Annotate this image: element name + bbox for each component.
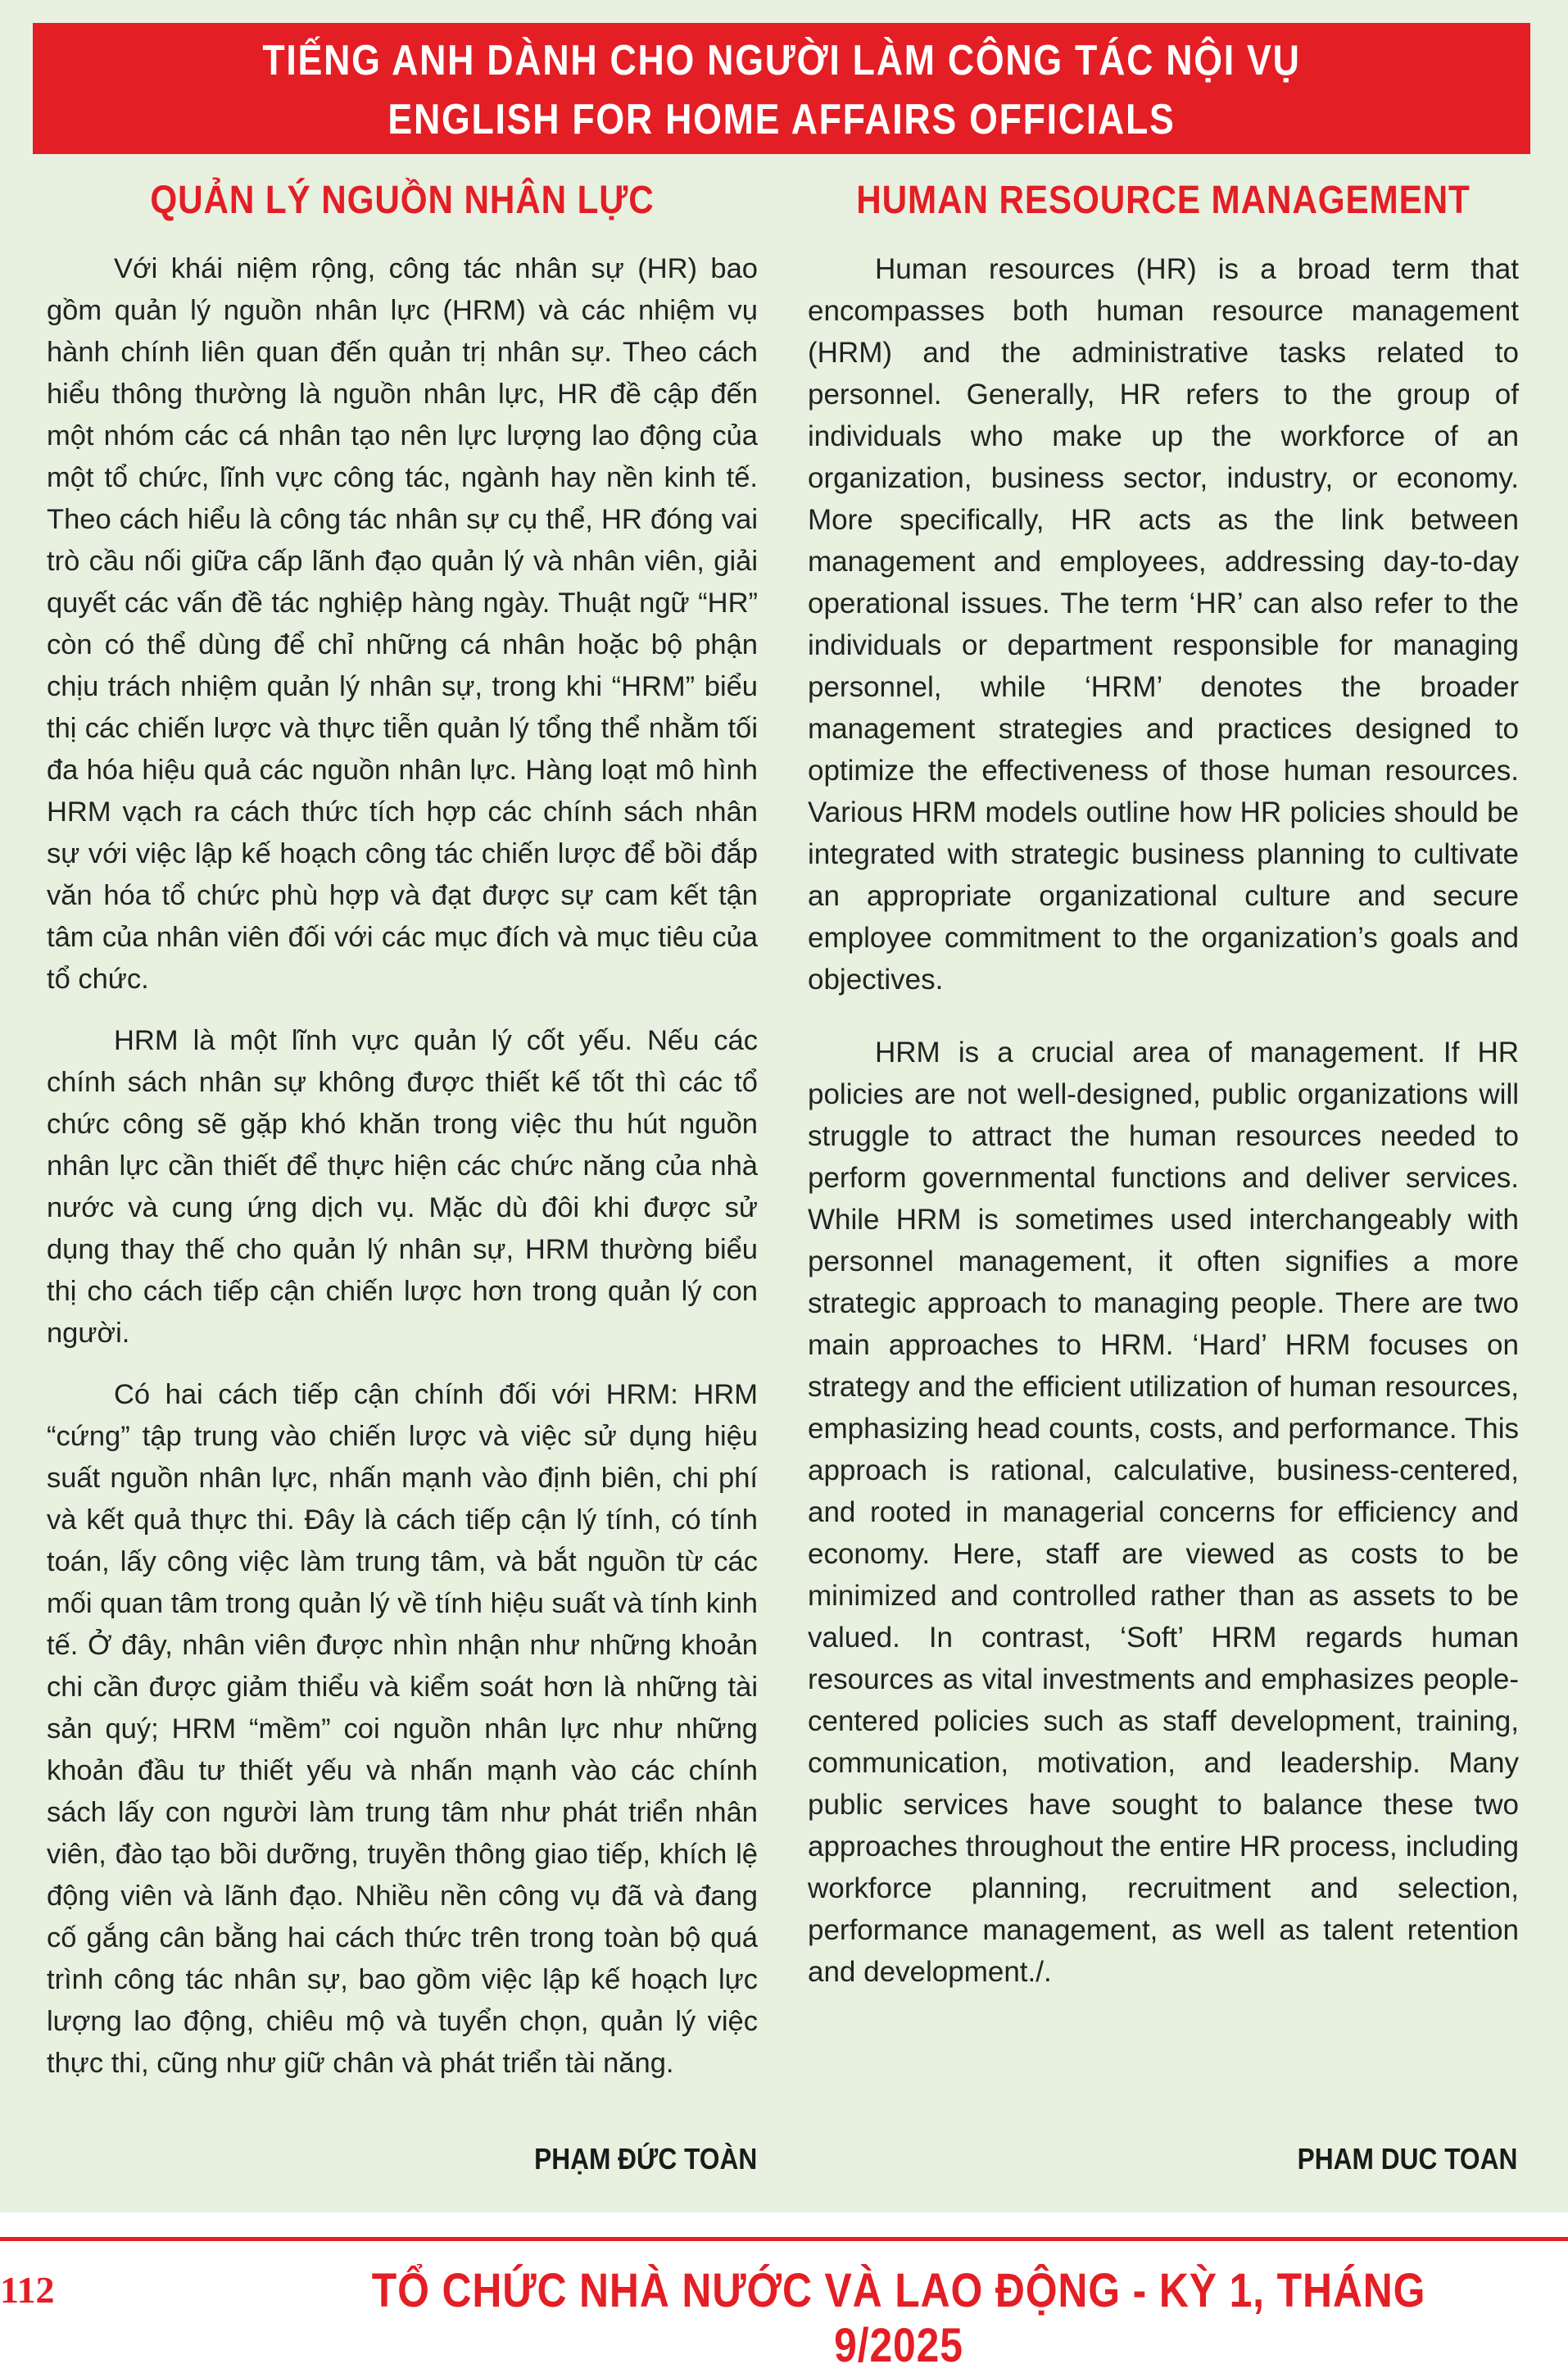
vietnamese-heading: QUẢN LÝ NGUỒN NHÂN LỰC [150, 179, 655, 222]
page-number: 112 [0, 2269, 55, 2311]
banner-title-vietnamese: TIẾNG ANH DÀNH CHO NGƯỜI LÀM CÔNG TÁC NỘI VỤ [262, 37, 1301, 84]
publication-title: TỔ CHỨC NHÀ NƯỚC VÀ LAO ĐỘNG - KỲ 1, THÁNG 9/2025 [371, 2264, 1426, 2372]
english-column [808, 176, 1519, 2012]
footer-divider [0, 2237, 1568, 2241]
vietnamese-paragraph: Với khái niệm rộng, công tác nhân sự (HR) bao gồm quản lý nguồn nhân lực (HRM) và các nhiệm vụ hành chính liên quan đến quản trị nhân sự. Theo cách hiểu thông thường là nguồn nhân lực, HR đề cập đến một nhóm các cá nhân tạo nên lực lượng lao động của một tổ chức, lĩnh vực công tác, ngành hay nền kinh tế. Theo cách hiểu là công tác nhân sự cụ thể, HR đóng vai trò cầu nối giữa cấp lãnh đạo quản lý và nhân viên, giải quyết các vấn đề tác nghiệp hàng ngày. Thuật ngữ “HR” còn có thể dùng để chỉ những cá nhân hoặc bộ phận chịu trách nhiệm quản lý nhân sự, trong khi “HRM” biểu thị các chiến lược và thực tiễn quản lý tổng thể nhằm tối đa hóa hiệu quả các nguồn nhân lực. Hàng loạt mô hình HRM vạch ra cách thức tích hợp các chính sách nhân sự với việc lập kế hoạch công tác chiến lược để bồi đắp văn hóa tổ chức phù hợp và đạt được sự cam kết tận tâm của nhân viên đối với các mục đích và mục tiêu của tổ chức. [47, 253, 758, 995]
section-banner [33, 23, 1530, 154]
english-paragraph: Human resources (HR) is a broad term that encompasses both human resource management (HRM) and the administrative tasks related to personnel. Generally, HR refers to the group of individuals who make up the workforce of an organization, business sector, industry, or economy. More specifically, HR acts as the link between management and employees, addressing day-to-day operational issues. The term ‘HR’ can also refer to the individuals or department responsible for managing personnel, while ‘HRM’ denotes the broader management strategies and practices designed to optimize the effectiveness of those human resources. Various HRM models outline how HR policies should be integrated with strategic business planning to cultivate an appropriate organizational culture and secure employee commitment to the organization’s goals and objectives. [808, 253, 1519, 996]
vietnamese-column [47, 176, 758, 2104]
english-heading: HUMAN RESOURCE MANAGEMENT [856, 179, 1471, 222]
author-english: PHAM DUC TOAN [1297, 2142, 1517, 2176]
banner-title-english: ENGLISH FOR HOME AFFAIRS OFFICIALS [387, 96, 1176, 143]
vietnamese-paragraph: HRM là một lĩnh vực quản lý cốt yếu. Nếu các chính sách nhân sự không được thiết kế tốt thì các tổ chức công sẽ gặp khó khăn trong việc thu hút nguồn nhân lực cần thiết để thực hiện các chức năng của nhà nước và cung ứng dịch vụ. Mặc dù đôi khi được sử dụng thay thế cho quản lý nhân sự, HRM thường biểu thị cho cách tiếp cận chiến lược hơn trong quản lý con người. [47, 1025, 758, 1349]
vietnamese-paragraph: Có hai cách tiếp cận chính đối với HRM: HRM “cứng” tập trung vào chiến lược và việc sử dụng hiệu suất nguồn nhân lực, nhấn mạnh vào định biên, chi phí và kết quả thực thi. Đây là cách tiếp cận lý tính, có tính toán, lấy công việc làm trung tâm, và bắt nguồn từ các mối quan tâm trong quản lý về tính hiệu suất và tính kinh tế. Ở đây, nhân viên được nhìn nhận như những khoản chi cần được giảm thiểu và kiểm soát hơn là những tài sản quý; HRM “mềm” coi nguồn nhân lực như những khoản đầu tư thiết yếu và nhấn mạnh vào các chính sách lấy con người làm trung tâm như phát triển nhân viên, đào tạo bồi dưỡng, truyền thông giao tiếp, khích lệ động viên và lãnh đạo. Nhiều nền công vụ đã và đang cố gắng cân bằng hai cách thức trên trong toàn bộ quá trình công tác nhân sự, bao gồm việc lập kế hoạch lực lượng lao động, chiêu mộ và tuyển chọn, quản lý việc thực thi, cũng như giữ chân và phát triển tài năng. [47, 1379, 758, 2079]
author-vietnamese: PHẠM ĐỨC TOÀN [533, 2142, 757, 2176]
english-paragraph: HRM is a crucial area of management. If HR policies are not well-designed, public organizations will struggle to attract the human resources needed to perform governmental functions and deliver services. While HRM is sometimes used interchangeably with personnel management, it often signifies a more strategic approach to managing people. There are two main approaches to HRM. ‘Hard’ HRM focuses on strategy and the efficient utilization of human resources, emphasizing head counts, costs, and performance. This approach is rational, calculative, business-centered, and rooted in managerial concerns for efficiency and economy. Here, staff are viewed as costs to be minimized and controlled rather than as assets to be valued. In contrast, ‘Soft’ HRM regards human resources as vital investments and emphasizes people-centered policies such as staff development, training, communication, motivation, and leadership. Many public services have sought to balance these two approaches throughout the entire HR process, including workforce planning, recruitment and selection, performance management, as well as talent retention and development./. [808, 1037, 1519, 1988]
